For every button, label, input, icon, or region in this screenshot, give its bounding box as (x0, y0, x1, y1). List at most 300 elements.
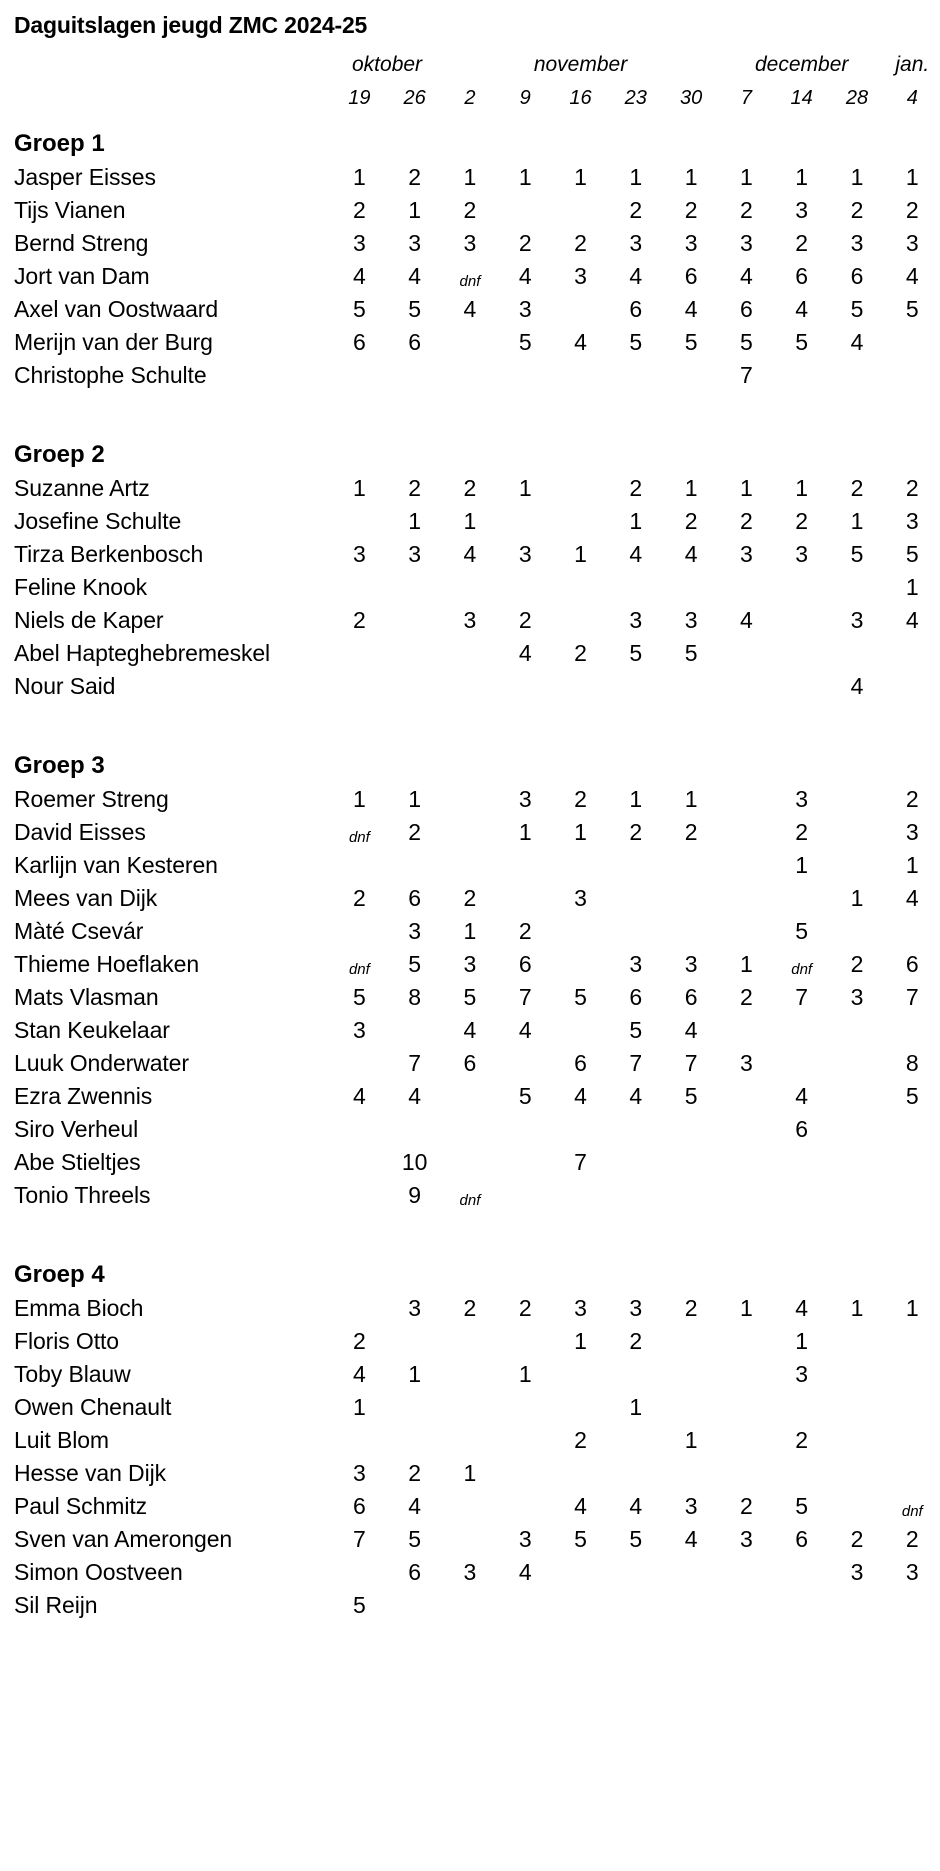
score-cell: 4 (518, 1559, 532, 1585)
athlete-name: Roemer Streng (14, 786, 169, 812)
group-spacer-cell (0, 389, 940, 423)
score-cell (387, 1322, 442, 1355)
athlete-name: Abe Stieltjes (14, 1149, 141, 1175)
athlete-name: Thieme Hoeflaken (14, 951, 200, 977)
score-cell: 3 (905, 1559, 919, 1585)
score-cell (663, 667, 718, 700)
score-cell: 1 (795, 1328, 809, 1354)
score-cell (387, 634, 442, 667)
score-cell (442, 1322, 497, 1355)
score-cell (332, 356, 387, 389)
score-cell: 2 (684, 1295, 698, 1321)
score-cell: 4 (684, 541, 698, 567)
score-cell: 2 (408, 1460, 422, 1486)
table-row (0, 257, 940, 290)
table-row (0, 1520, 940, 1553)
score-cell (332, 1289, 387, 1322)
score-cell (387, 601, 442, 634)
score-cell (608, 1454, 663, 1487)
score-cell (387, 568, 442, 601)
score-cell: 2 (352, 607, 366, 633)
score-cell (719, 912, 774, 945)
score-cell: 3 (463, 607, 477, 633)
score-cell (553, 1454, 608, 1487)
score-cell: 5 (629, 1017, 643, 1043)
score-cell: 2 (684, 819, 698, 845)
score-cell: 2 (795, 819, 809, 845)
table-row (0, 1487, 940, 1520)
day-header-8: 14 (790, 87, 813, 109)
score-cell (719, 1586, 774, 1619)
group-spacer-cell (0, 700, 940, 734)
score-cell (719, 1143, 774, 1176)
score-cell: 4 (795, 1295, 809, 1321)
score-cell: 3 (629, 1295, 643, 1321)
score-cell: 4 (629, 1493, 643, 1519)
score-cell (498, 568, 553, 601)
score-cell (663, 846, 718, 879)
month-header-spacer (0, 47, 332, 79)
score-cell (885, 1421, 940, 1454)
score-cell: 4 (850, 329, 864, 355)
month-header-december: december (754, 53, 849, 76)
score-cell: 5 (795, 918, 809, 944)
score-cell (498, 667, 553, 700)
group-heading-row (0, 423, 940, 469)
score-cell (829, 1077, 884, 1110)
score-cell: 1 (574, 819, 587, 845)
score-cell (442, 1388, 497, 1421)
score-cell: 5 (463, 984, 477, 1010)
score-cell: 1 (574, 541, 587, 567)
athlete-name: Toby Blauw (14, 1361, 131, 1387)
month-header-row (0, 47, 940, 79)
score-cell (829, 1044, 884, 1077)
score-cell: 6 (408, 329, 422, 355)
score-cell (774, 568, 829, 601)
score-cell: 4 (684, 1017, 698, 1043)
score-cell (498, 1044, 553, 1077)
score-cell: 1 (850, 1295, 864, 1321)
score-cell: 3 (739, 230, 753, 256)
score-cell: 4 (574, 1083, 587, 1109)
score-cell (498, 1454, 553, 1487)
score-cell (608, 1421, 663, 1454)
score-cell: 6 (518, 951, 532, 977)
score-cell: 7 (574, 1149, 587, 1175)
score-cell: 1 (795, 852, 809, 878)
athlete-name: Mats Vlasman (14, 984, 159, 1010)
score-cell: 3 (905, 508, 919, 534)
score-cell: 6 (739, 296, 753, 322)
score-cell: 3 (463, 230, 477, 256)
score-cell: 2 (850, 951, 864, 977)
score-cell: 1 (518, 819, 532, 845)
score-cell: 5 (574, 1526, 587, 1552)
score-cell: 5 (352, 296, 366, 322)
score-cell: 1 (850, 885, 864, 911)
table-row (0, 1586, 940, 1619)
score-cell: 3 (518, 296, 532, 322)
athlete-name: Simon Oostveen (14, 1559, 183, 1585)
score-cell: 4 (905, 607, 919, 633)
score-cell (719, 667, 774, 700)
score-cell: 4 (352, 1083, 366, 1109)
score-cell: 2 (408, 475, 422, 501)
score-cell: 6 (850, 263, 864, 289)
score-cell-dnf: dnf (459, 1192, 481, 1209)
score-cell (498, 1388, 553, 1421)
score-cell (387, 1421, 442, 1454)
score-cell: 1 (905, 574, 919, 600)
score-cell (498, 191, 553, 224)
score-cell (663, 1586, 718, 1619)
score-cell (332, 568, 387, 601)
score-cell: 2 (739, 984, 753, 1010)
month-header-jan: jan. (895, 53, 930, 76)
score-cell (332, 1421, 387, 1454)
score-cell (442, 568, 497, 601)
score-cell-dnf: dnf (791, 961, 813, 978)
score-cell: 6 (629, 984, 643, 1010)
score-cell: 4 (352, 263, 366, 289)
score-cell (553, 846, 608, 879)
table-row (0, 846, 940, 879)
score-cell: 3 (352, 1017, 366, 1043)
score-cell: 1 (739, 475, 753, 501)
score-cell (885, 912, 940, 945)
score-cell: 7 (684, 1050, 698, 1076)
score-cell: 2 (352, 1328, 366, 1354)
score-cell: 1 (574, 164, 587, 190)
score-cell: 3 (905, 819, 919, 845)
athlete-name: Paul Schmitz (14, 1493, 148, 1519)
score-cell: 1 (850, 164, 864, 190)
table-row (0, 1388, 940, 1421)
score-cell (829, 813, 884, 846)
group-spacer-cell (0, 1209, 940, 1243)
day-header-spacer (0, 79, 332, 112)
score-cell (442, 1355, 497, 1388)
score-cell (553, 912, 608, 945)
score-cell (553, 290, 608, 323)
score-cell (608, 667, 663, 700)
score-cell (387, 356, 442, 389)
score-cell (663, 1454, 718, 1487)
score-cell: 6 (463, 1050, 477, 1076)
score-cell: 1 (905, 164, 919, 190)
score-cell (442, 780, 497, 813)
athlete-name: Karlijn van Kesteren (14, 852, 218, 878)
score-cell-dnf: dnf (901, 1503, 923, 1520)
score-cell: 3 (463, 1559, 477, 1585)
score-cell: 3 (795, 541, 809, 567)
score-cell: 3 (684, 230, 698, 256)
score-cell (719, 879, 774, 912)
score-cell (663, 356, 718, 389)
score-cell: 1 (629, 164, 643, 190)
score-cell (719, 1355, 774, 1388)
score-cell: 2 (463, 885, 477, 911)
score-cell (498, 1487, 553, 1520)
table-row (0, 290, 940, 323)
score-cell: 4 (518, 263, 532, 289)
score-cell (719, 1553, 774, 1586)
table-row (0, 323, 940, 356)
score-cell: 2 (739, 508, 753, 534)
table-row (0, 1454, 940, 1487)
score-cell: 5 (684, 640, 698, 666)
score-cell (663, 1176, 718, 1209)
day-header-1: 26 (403, 87, 426, 109)
table-row (0, 1322, 940, 1355)
score-cell: 3 (518, 541, 532, 567)
score-cell (553, 191, 608, 224)
score-cell (885, 1110, 940, 1143)
table-row (0, 224, 940, 257)
score-cell: 7 (518, 984, 532, 1010)
score-cell (663, 879, 718, 912)
score-cell: 2 (684, 197, 698, 223)
score-cell (774, 1586, 829, 1619)
score-cell (553, 1355, 608, 1388)
score-cell: 2 (739, 197, 753, 223)
score-cell (608, 1553, 663, 1586)
score-cell: 6 (629, 296, 643, 322)
score-cell: 3 (684, 1493, 698, 1519)
score-cell: 1 (574, 1328, 587, 1354)
score-cell (885, 1454, 940, 1487)
score-cell (498, 1176, 553, 1209)
day-header-4: 16 (569, 87, 592, 109)
score-cell: 3 (739, 541, 753, 567)
score-cell: 3 (684, 607, 698, 633)
score-cell (332, 912, 387, 945)
score-cell: 5 (518, 329, 532, 355)
score-cell: 7 (408, 1050, 422, 1076)
score-cell: 6 (795, 1526, 809, 1552)
athlete-name: Abel Hapteghebremeskel (14, 640, 271, 666)
score-cell (829, 912, 884, 945)
score-cell (885, 1586, 940, 1619)
group-heading-3: Groep 3 (14, 752, 105, 779)
score-cell: 3 (352, 230, 366, 256)
score-cell (553, 945, 608, 978)
score-cell (332, 667, 387, 700)
score-cell: 1 (352, 475, 366, 501)
athlete-name: Stan Keukelaar (14, 1017, 170, 1043)
score-cell (719, 1388, 774, 1421)
score-cell: 4 (408, 1083, 422, 1109)
score-cell (774, 1388, 829, 1421)
score-cell (442, 323, 497, 356)
score-cell (829, 1454, 884, 1487)
table-row (0, 634, 940, 667)
score-cell: 3 (518, 786, 532, 812)
athlete-name: Emma Bioch (14, 1295, 144, 1321)
score-cell (774, 1553, 829, 1586)
score-cell: 3 (629, 607, 643, 633)
score-cell (829, 568, 884, 601)
score-cell: 1 (408, 197, 422, 223)
score-cell (774, 1176, 829, 1209)
score-cell: 3 (629, 230, 643, 256)
score-cell (442, 846, 497, 879)
score-cell: 3 (795, 786, 809, 812)
score-cell: 3 (795, 1361, 809, 1387)
score-cell: 2 (905, 786, 919, 812)
score-cell: 1 (352, 1394, 366, 1420)
day-header-0: 19 (348, 87, 371, 109)
score-cell: 2 (795, 1427, 809, 1453)
score-cell: 2 (795, 508, 809, 534)
score-cell: 4 (739, 263, 753, 289)
table-row (0, 1044, 940, 1077)
table-row (0, 1077, 940, 1110)
score-cell: 7 (905, 984, 919, 1010)
score-cell: 1 (850, 508, 864, 534)
athlete-name: Axel van Oostwaard (14, 296, 219, 322)
athlete-name: Tijs Vianen (14, 197, 126, 223)
score-cell: 3 (574, 885, 587, 911)
score-cell: 2 (629, 1328, 643, 1354)
score-cell: 5 (795, 1493, 809, 1519)
score-cell: 3 (408, 230, 422, 256)
score-cell (885, 667, 940, 700)
score-cell: 1 (795, 475, 809, 501)
score-cell: 5 (352, 984, 366, 1010)
score-cell: 1 (629, 786, 643, 812)
athlete-name: Jort van Dam (14, 263, 150, 289)
score-cell: 7 (352, 1526, 366, 1552)
score-cell: 3 (352, 1460, 366, 1486)
score-cell: 4 (408, 263, 422, 289)
score-cell: 5 (684, 329, 698, 355)
score-cell: 5 (408, 296, 422, 322)
score-cell: 3 (629, 951, 643, 977)
score-cell (829, 846, 884, 879)
score-cell (774, 1011, 829, 1044)
score-cell: 2 (795, 230, 809, 256)
score-cell: 5 (850, 296, 864, 322)
score-cell (829, 780, 884, 813)
table-row (0, 667, 940, 700)
score-cell (774, 356, 829, 389)
score-cell: 2 (905, 1526, 919, 1552)
score-cell (608, 879, 663, 912)
score-cell: 1 (518, 1361, 532, 1387)
score-cell (774, 1044, 829, 1077)
score-cell: 2 (739, 1493, 753, 1519)
score-cell (387, 1110, 442, 1143)
score-cell (885, 1322, 940, 1355)
score-cell (442, 1421, 497, 1454)
score-cell (387, 667, 442, 700)
score-cell (498, 1586, 553, 1619)
score-cell (663, 1322, 718, 1355)
score-cell: 5 (352, 1592, 366, 1618)
score-cell: 6 (352, 1493, 366, 1519)
score-cell: 3 (352, 541, 366, 567)
score-cell (885, 356, 940, 389)
score-cell (608, 1176, 663, 1209)
score-cell: 5 (795, 329, 809, 355)
score-cell (498, 846, 553, 879)
score-cell (829, 1421, 884, 1454)
score-cell: 4 (463, 296, 477, 322)
athlete-name: Floris Otto (14, 1328, 119, 1354)
score-cell: 1 (463, 1460, 477, 1486)
group-spacer-row (0, 1209, 940, 1243)
score-cell (885, 1143, 940, 1176)
athlete-name: Hesse van Dijk (14, 1460, 166, 1486)
score-cell: 6 (352, 329, 366, 355)
group-heading-row (0, 112, 940, 158)
score-cell (498, 1143, 553, 1176)
score-cell (442, 1487, 497, 1520)
group-heading-1: Groep 1 (14, 130, 105, 157)
day-header-10: 4 (906, 87, 918, 109)
score-cell: 1 (352, 786, 366, 812)
athlete-name: Tirza Berkenbosch (14, 541, 204, 567)
score-cell (498, 1110, 553, 1143)
score-cell: 1 (739, 164, 753, 190)
table-row (0, 1176, 940, 1209)
score-cell (553, 1586, 608, 1619)
score-cell (387, 1586, 442, 1619)
table-row (0, 780, 940, 813)
score-cell: 2 (408, 819, 422, 845)
score-cell: 5 (905, 541, 919, 567)
score-cell: 4 (629, 541, 643, 567)
score-cell: 2 (850, 1526, 864, 1552)
score-cell (774, 634, 829, 667)
score-cell (719, 634, 774, 667)
athlete-name: Mees van Dijk (14, 885, 158, 911)
score-cell: 1 (629, 508, 643, 534)
score-cell (885, 634, 940, 667)
score-cell: 3 (463, 951, 477, 977)
score-cell (829, 1110, 884, 1143)
athlete-name: David Eisses (14, 819, 146, 845)
score-cell (553, 568, 608, 601)
athlete-name: Luit Blom (14, 1427, 109, 1453)
score-cell: 1 (905, 1295, 919, 1321)
score-cell: 3 (905, 230, 919, 256)
athlete-name: Siro Verheul (14, 1116, 139, 1142)
score-cell (442, 356, 497, 389)
score-cell (719, 846, 774, 879)
score-cell: 5 (739, 329, 753, 355)
score-cell: 1 (795, 164, 809, 190)
score-cell: 5 (629, 1526, 643, 1552)
score-cell (498, 1322, 553, 1355)
score-cell: 7 (795, 984, 809, 1010)
score-cell-dnf: dnf (459, 273, 481, 290)
score-cell: 3 (850, 1559, 864, 1585)
score-cell (885, 1011, 940, 1044)
score-cell (774, 1143, 829, 1176)
score-cell (387, 846, 442, 879)
score-cell (719, 813, 774, 846)
score-cell: 4 (574, 1493, 587, 1519)
score-cell (663, 912, 718, 945)
score-cell (829, 1011, 884, 1044)
day-header-7: 7 (740, 87, 752, 109)
score-cell (553, 1388, 608, 1421)
group-heading-row (0, 1243, 940, 1289)
score-cell (442, 1143, 497, 1176)
